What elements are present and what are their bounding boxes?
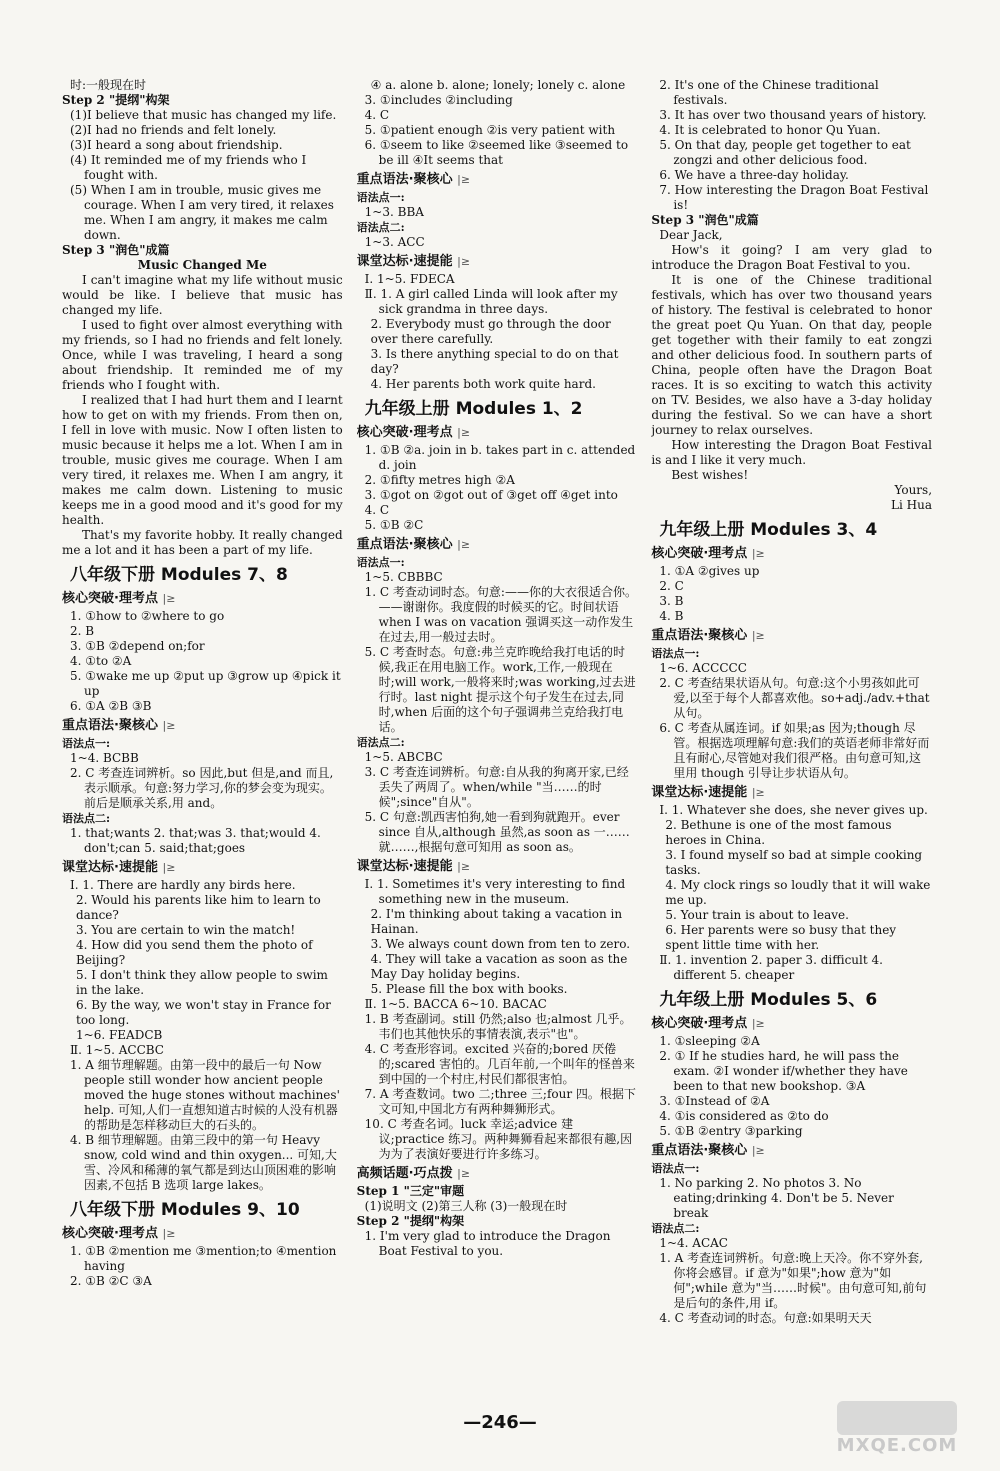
section-arrow-icon: |≥ bbox=[162, 1227, 176, 1240]
section-arrow-icon: |≥ bbox=[457, 426, 471, 439]
essay-paragraph: How's it going? I am very glad to introduce the Dragon Boat Festival to you. bbox=[651, 243, 933, 272]
essay-paragraph: It is one of the Chinese traditional festivals, which has over two thousand years of history. The festival is celebrated to honor the great poet Qu Yuan. On that day, people get together with their family to eat zongzi and other delicious food. In southern parts of China, people often have the Dragon Boat races. It is so exciting to watch this activity on TV. Besides, we also have a 3-day holiday during the festival. So we can have a short journey to relax ourselves. bbox=[651, 273, 933, 437]
answer-line: 1~5. ABCBC bbox=[364, 750, 443, 764]
answer-line: 3. ①includes ②including bbox=[364, 93, 513, 107]
answer-line: 1. A 考查连词辨析。句意:晚上天冷。你不穿外套,你将会感冒。if 意为"如果";how 意为"如何";while 意为"当……时候"。由句意可知,前句是后句的条件,用 if。 bbox=[659, 1251, 927, 1310]
answer-line: 2. ① If he studies hard, he will pass the exam. ②I wonder if/whether they have been to that new bookshop. ③A bbox=[659, 1049, 908, 1093]
answer-line: (1)说明文 (2)第三人称 (3)一般现在时 bbox=[364, 1199, 568, 1213]
section-heading-label: 课堂达标·速提能 bbox=[356, 254, 453, 269]
section-heading bbox=[357, 1165, 638, 1183]
answer-subline: 4. My clock rings so loudly that it will wake me up. bbox=[665, 878, 931, 907]
module-heading: 九年级上册 Modules 5、6 bbox=[659, 990, 878, 1010]
section-arrow-icon: |≥ bbox=[751, 1017, 765, 1030]
answer-line: 1. ①A ②gives up bbox=[659, 564, 760, 578]
answer-subline: 1~6. FEADCB bbox=[76, 1028, 163, 1042]
section-heading bbox=[651, 784, 932, 802]
answer-line: 1~4. ACAC bbox=[659, 1236, 728, 1250]
section-heading-label: 核心突破·理考点 bbox=[651, 546, 748, 561]
section-heading bbox=[357, 536, 638, 554]
essay-paragraph: Best wishes! bbox=[671, 468, 749, 482]
answer-subline: 2. Bethune is one of the most famous heroes in China. bbox=[665, 818, 892, 847]
essay-paragraph: How interesting the Dragon Boat Festival is and I like it very much. bbox=[651, 438, 933, 467]
answer-line: 5. On that day, people get together to eat zongzi and other delicious food. bbox=[659, 138, 911, 167]
answer-line: 10. C 考查名词。luck 幸运;advice 建议;practice 练习。两种舞狮看起来都很有趣,因为为了表演好要进行许多练习。 bbox=[364, 1117, 633, 1161]
section-heading bbox=[651, 627, 932, 645]
answer-subline: 6. By the way, we won't stay in France for too long. bbox=[76, 998, 331, 1027]
essay-paragraph: I used to fight over almost everything with my friends, so I had no friends and felt lonely. Once, while I was traveling, I heard a song about friendship. It reminded me of my friends who I fought with. bbox=[62, 318, 343, 392]
answer-line: 7. A 考查数词。two 二;three 三;four 四。根据下文可知,中国北方有两种舞狮形式。 bbox=[364, 1087, 636, 1116]
section-heading bbox=[357, 858, 638, 876]
answer-subline: 5. I don't think they allow people to swim in the lake. bbox=[76, 968, 328, 997]
section-heading-label: 重点语法·聚核心 bbox=[651, 628, 748, 643]
answer-subline: 6. Her parents were so busy that they spent little time with her. bbox=[665, 923, 897, 952]
answer-subline: 3. You are certain to win the match! bbox=[76, 923, 296, 937]
answer-subline: 4. Her parents both work quite hard. bbox=[370, 377, 596, 391]
answer-line: 2. B bbox=[70, 624, 95, 638]
section-heading-label: 重点语法·聚核心 bbox=[356, 537, 453, 552]
answer-line: 1~5. CBBBC bbox=[364, 570, 443, 584]
answer-line: 4. It is celebrated to honor Qu Yuan. bbox=[659, 123, 881, 137]
answer-line: 1. No parking 2. No photos 3. No eating;drinking 4. Don't be 5. Never break bbox=[659, 1176, 894, 1220]
section-heading-label: 核心突破·理考点 bbox=[62, 1226, 158, 1241]
section-arrow-icon: |≥ bbox=[457, 860, 471, 873]
answer-line: Ⅰ. 1. Sometimes it's very interesting to find something new in the museum. bbox=[364, 877, 626, 906]
answer-line: 7. How interesting the Dragon Boat Festival is! bbox=[659, 183, 929, 212]
answer-line: 2. It's one of the Chinese traditional festivals. bbox=[659, 78, 879, 107]
step-heading: Step 2 "提纲"构架 bbox=[356, 1214, 465, 1228]
section-arrow-icon: |≥ bbox=[751, 629, 765, 642]
section-arrow-icon: |≥ bbox=[457, 1167, 471, 1180]
answer-line: (3)I heard a song about friendship. bbox=[70, 138, 283, 152]
answer-line: (4) It reminded me of my friends who I fought with. bbox=[70, 153, 307, 182]
section-arrow-icon: |≥ bbox=[162, 861, 176, 874]
answer-line: 2. C 考查连词辨析。so 因此,but 但是,and 而且,表示顺承。句意:努力学习,你的梦会变为现实。前后是顺承关系,用 and。 bbox=[70, 766, 334, 810]
section-arrow-icon: |≥ bbox=[751, 786, 765, 799]
section-heading bbox=[357, 424, 638, 442]
letter-signature: Li Hua bbox=[891, 498, 933, 512]
answer-line: 1. that;wants 2. that;was 3. that;would 4. don't;can 5. said;that;goes bbox=[70, 826, 321, 855]
answer-subline: 4. They will take a vacation as soon as the May Day holiday begins. bbox=[370, 952, 628, 981]
answer-line: 6. C 考查从属连词。if 如果;as 因为;though 尽管。根据选项理解句意:我们的英语老师非常好而且有耐心,尽管她对我们很严格。由句意可知,这里用 though 引导让步状语从句。 bbox=[659, 721, 930, 780]
answer-page bbox=[62, 78, 932, 1398]
grammar-point-label: 语法点一: bbox=[651, 647, 700, 660]
answer-line: 5. C 句意:凯西害怕狗,她一看到狗就跑开。ever since 自从,although 虽然,as soon as 一……就……,根据句意可知用 as soon as。 bbox=[364, 810, 630, 854]
section-heading-label: 核心突破·理考点 bbox=[651, 1016, 748, 1031]
section-arrow-icon: |≥ bbox=[457, 255, 471, 268]
column-left bbox=[62, 78, 343, 1398]
answer-line: 4. C bbox=[364, 108, 390, 122]
answer-line: 3. C 考查连词辨析。句意:自从我的狗离开家,已经丢失了两周了。when/while "当……的时候";since"自从"。 bbox=[364, 765, 629, 809]
answer-line: (1)I believe that music has changed my life. bbox=[70, 108, 337, 122]
section-heading bbox=[651, 545, 932, 563]
section-heading bbox=[62, 859, 343, 877]
answer-line: 5. ①B ②C bbox=[364, 518, 424, 532]
page-number: —246— bbox=[463, 1412, 537, 1433]
answer-subline: 3. I found myself so bad at simple cooking tasks. bbox=[665, 848, 923, 877]
answer-line: 4. C 考查形容词。excited 兴奋的;bored 厌倦的;scared 害怕的。几百年前,一个叫年的怪兽来到中国的一个村庄,村民们都很害怕。 bbox=[364, 1042, 635, 1086]
answer-subline: 5. Please fill the box with books. bbox=[370, 982, 568, 996]
essay-paragraph: I realized that I had hurt them and I learnt how to get on with my friends. From then on, I fell in love with music. Now I often listen to music because it helps me a lot. When I am in trouble, music gives me courage. When I am very tired, it relaxes me. When I am angry, it makes me calm down. Listening to music keeps me in a good mood and it's good for my health. bbox=[62, 393, 343, 527]
answer-subline: 2. I'm thinking about taking a vacation in Hainan. bbox=[370, 907, 623, 936]
answer-line: (5) When I am in trouble, music gives me courage. When I am very tired, it relaxes me. When I am angry, it makes me calm down. bbox=[70, 183, 334, 242]
answer-line: 2. C bbox=[659, 579, 684, 593]
answer-subline: 5. Your train is about to leave. bbox=[665, 908, 849, 922]
answer-line: 1. ①how to ②where to go bbox=[70, 609, 225, 623]
section-heading-label: 重点语法·聚核心 bbox=[651, 1143, 748, 1158]
step-heading: Step 2 "提纲"构架 bbox=[62, 93, 170, 107]
module-heading: 八年级下册 Modules 9、10 bbox=[70, 1200, 300, 1220]
answer-line: Ⅰ. 1. Whatever she does, she never gives up. bbox=[659, 803, 928, 817]
watermark bbox=[812, 1397, 982, 1459]
answer-line: 3. ①got on ②got out of ③get off ④get into bbox=[364, 488, 618, 502]
answer-line: 3. B bbox=[659, 594, 684, 608]
answer-line: 3. It has over two thousand years of history. bbox=[659, 108, 927, 122]
section-arrow-icon: |≥ bbox=[457, 173, 471, 186]
answer-line: 3. ①Instead of ②A bbox=[659, 1094, 770, 1108]
answer-line: Ⅰ. 1~5. FDECA bbox=[364, 272, 455, 286]
answer-line: 4. B bbox=[659, 609, 684, 623]
answer-line: 1~3. ACC bbox=[364, 235, 425, 249]
answer-line: 4. C 考查动词的时态。句意:如果明天天 bbox=[659, 1311, 872, 1325]
answer-line: Ⅰ. 1. There are hardly any birds here. bbox=[70, 878, 296, 892]
answer-line: 1. A 细节理解题。由第一段中的最后一句 Now people still wonder how ancient people moved the huge stones without machines' help. 可知,人们一直想知道古时候的人没有机器的帮助是怎样移动巨大的石头的。 bbox=[70, 1058, 340, 1132]
module-heading: 九年级上册 Modules 3、4 bbox=[659, 520, 878, 540]
watermark-text: MXQE.COM bbox=[836, 1434, 958, 1456]
answer-line: 6. ①seem to like ②seemed like ③seemed to be ill ④It seems that bbox=[364, 138, 629, 167]
grammar-point-label: 语法点二: bbox=[356, 221, 405, 234]
answer-line: (2)I had no friends and felt lonely. bbox=[70, 123, 277, 137]
answer-line: 1. ①B ②a. join in b. takes part in c. attended d. join bbox=[364, 443, 636, 472]
letter-signature: Yours, bbox=[894, 483, 933, 497]
answer-line: 1. B 考查副词。still 仍然;also 也;almost 几乎。韦们也其他快乐的事情表演,表示"也"。 bbox=[364, 1012, 632, 1041]
grammar-point-label: 语法点一: bbox=[356, 191, 405, 204]
section-arrow-icon: |≥ bbox=[162, 592, 176, 605]
answer-line: 4. ①is considered as ②to do bbox=[659, 1109, 829, 1123]
watermark-logo bbox=[837, 1401, 957, 1435]
module-heading: 九年级上册 Modules 1、2 bbox=[364, 399, 583, 419]
answer-line: 2. C 考查结果状语从句。句意:这个小男孩如此可爱,以至于每个人都喜欢他。so+adj./adv.+that 从句。 bbox=[659, 676, 930, 720]
section-arrow-icon: |≥ bbox=[457, 538, 471, 551]
answer-line: 6. We have a three-day holiday. bbox=[659, 168, 849, 182]
answer-subline: 2. Everybody must go through the door over there carefully. bbox=[370, 317, 611, 346]
answer-subline: ④ a. alone b. alone; lonely; lonely c. alone bbox=[370, 78, 626, 92]
step-heading: Step 1 "三定"审题 bbox=[356, 1184, 465, 1198]
answer-subline: 4. How did you send them the photo of Beijing? bbox=[76, 938, 313, 967]
answer-line: Ⅱ. 1. A girl called Linda will look after my sick grandma in three days. bbox=[364, 287, 618, 316]
essay-paragraph: I can't imagine what my life without music would be like. I believe that music has changed my life. bbox=[62, 273, 343, 317]
section-arrow-icon: |≥ bbox=[751, 1144, 765, 1157]
section-heading bbox=[62, 1225, 343, 1243]
section-heading-label: 课堂达标·速提能 bbox=[62, 860, 158, 875]
grammar-point-label: 语法点二: bbox=[651, 1222, 700, 1235]
answer-line: 4. ①to ②A bbox=[70, 654, 132, 668]
answer-line: 5. ①patient enough ②is very patient with bbox=[364, 123, 616, 137]
answer-line: 4. B 细节理解题。由第三段中的第一句 Heavy snow, cold wind and thin oxygen... 可知,大雪、冷风和稀薄的氧气都是到达山顶困难的影响因素,不包括 B 选项 large lakes。 bbox=[70, 1133, 337, 1192]
answer-line: 3. ①B ②depend on;for bbox=[70, 639, 205, 653]
answer-line: 5. ①wake me up ②put up ③grow up ④pick it up bbox=[70, 669, 341, 698]
answer-line: 1. C 考查动词时态。句意:——你的大衣很适合你。——谢谢你。我度假的时候买的它。时间状语 when I was on vacation 强调买这一动作发生在过去,用一般过去时。 bbox=[364, 585, 637, 644]
answer-line: 1~3. BBA bbox=[364, 205, 424, 219]
answer-line: 1~4. BCBB bbox=[70, 751, 139, 765]
answer-line: 5. ①B ②entry ③parking bbox=[659, 1124, 803, 1138]
answer-line: 2. ①B ②C ③A bbox=[70, 1274, 152, 1288]
step-heading: Step 3 "润色"成篇 bbox=[651, 213, 759, 227]
section-heading bbox=[62, 717, 343, 735]
section-heading-label: 重点语法·聚核心 bbox=[62, 718, 158, 733]
answer-subline: 3. We always count down from ten to zero. bbox=[370, 937, 631, 951]
answer-line: 2. ①fifty metres high ②A bbox=[364, 473, 515, 487]
section-heading bbox=[357, 253, 638, 271]
essay-paragraph: That's my favorite hobby. It really changed me a lot and it has been a part of my life. bbox=[62, 528, 343, 557]
answer-subline: 3. Is there anything special to do on that day? bbox=[370, 347, 619, 376]
section-heading-label: 课堂达标·速提能 bbox=[356, 859, 453, 874]
section-heading-label: 课堂达标·速提能 bbox=[651, 785, 748, 800]
section-heading bbox=[651, 1015, 932, 1033]
answer-line: 5. C 考查时态。句意:弗兰克昨晚给我打电话的时候,我正在用电脑工作。work,工作,一般现在时;will work,一般将来时;was working,过去进行时。last night 提示这个句子发生在过去,同时,when 后面的这个句子强调弗兰克给我打电话。 bbox=[364, 645, 636, 734]
column-middle bbox=[357, 78, 638, 1398]
section-arrow-icon: |≥ bbox=[751, 547, 765, 560]
grammar-point-label: 语法点二: bbox=[356, 736, 405, 749]
section-heading bbox=[357, 171, 638, 189]
grammar-point-label: 语法点一: bbox=[356, 556, 405, 569]
section-heading bbox=[651, 1142, 932, 1160]
column-right bbox=[651, 78, 932, 1398]
answer-line: Ⅱ. 1~5. ACCBC bbox=[70, 1043, 164, 1057]
step-heading: Step 3 "润色"成篇 bbox=[62, 243, 170, 257]
answer-line: 1. ①sleeping ②A bbox=[659, 1034, 760, 1048]
section-heading-label: 核心突破·理考点 bbox=[356, 425, 453, 440]
answer-line: 6. ①A ②B ③B bbox=[70, 699, 152, 713]
section-arrow-icon: |≥ bbox=[162, 719, 176, 732]
grammar-point-label: 语法点二: bbox=[62, 812, 111, 825]
answer-line: 4. C bbox=[364, 503, 390, 517]
section-heading-label: 重点语法·聚核心 bbox=[356, 172, 453, 187]
answer-line: Ⅱ. 1~5. BACCA 6~10. BACAC bbox=[364, 997, 547, 1011]
answer-line: Dear Jack, bbox=[659, 228, 723, 242]
answer-subline: 2. Would his parents like him to learn to dance? bbox=[76, 893, 321, 922]
section-heading-label: 高频话题·巧点拨 bbox=[356, 1166, 453, 1181]
answer-line: 1. I'm very glad to introduce the Dragon Boat Festival to you. bbox=[364, 1229, 611, 1258]
grammar-point-label: 语法点一: bbox=[62, 737, 111, 750]
answer-line: 1. ①B ②mention me ③mention;to ④mention having bbox=[70, 1244, 337, 1273]
module-heading: 八年级下册 Modules 7、8 bbox=[70, 565, 288, 585]
answer-line: 1~6. ACCCCC bbox=[659, 661, 747, 675]
answer-line: 时:一般现在时 bbox=[70, 78, 147, 92]
section-heading-label: 核心突破·理考点 bbox=[62, 591, 158, 606]
answer-line: Ⅱ. 1. invention 2. paper 3. difficult 4. different 5. cheaper bbox=[659, 953, 883, 982]
section-heading bbox=[62, 590, 343, 608]
grammar-point-label: 语法点一: bbox=[651, 1162, 700, 1175]
essay-title: Music Changed Me bbox=[137, 258, 267, 272]
